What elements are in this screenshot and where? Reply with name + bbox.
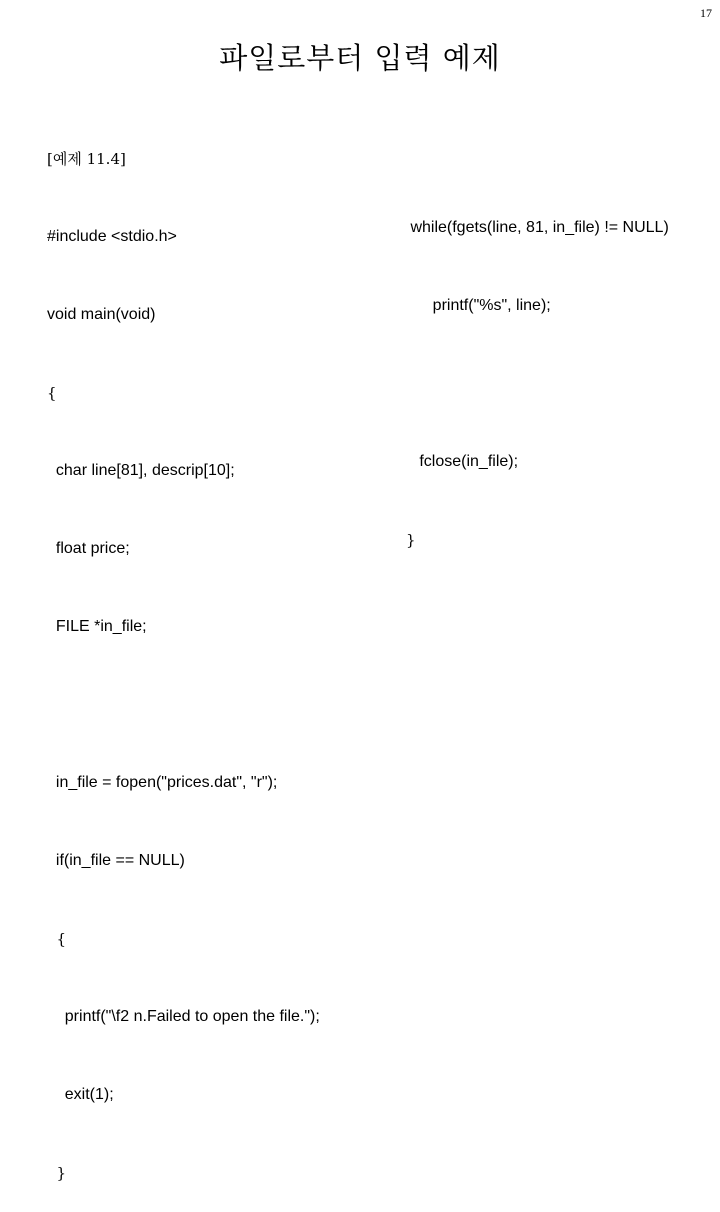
code-line: if(in_file == NULL) <box>47 852 185 869</box>
code-line: while(fgets(line, 81, in_file) != NULL) <box>406 219 669 236</box>
code-line: } <box>406 531 416 549</box>
code-line: void main(void) <box>47 306 156 323</box>
code-line <box>47 692 320 718</box>
code-block-right <box>406 163 669 579</box>
code-line: in_file = fopen("prices.dat", "r"); <box>47 774 278 791</box>
code-line <box>406 371 669 397</box>
code-line: printf("%s", line); <box>406 297 551 314</box>
page-title: 파일로부터 입력 예제 <box>219 41 501 75</box>
code-line: fclose(in_file); <box>406 453 519 470</box>
code-line: #include <stdio.h> <box>47 228 177 245</box>
code-block-left <box>47 94 320 1212</box>
code-line: printf("\f2 n.Failed to open the file."); <box>47 1008 320 1025</box>
page-number: 17 <box>700 6 712 20</box>
code-line: FILE *in_file; <box>47 618 147 635</box>
code-line: char line[81], descrip[10]; <box>47 462 235 479</box>
code-line: exit(1); <box>47 1086 114 1103</box>
code-line: { <box>47 930 67 948</box>
code-line: } <box>47 1164 67 1182</box>
example-label: [예제 11.4] <box>47 150 126 168</box>
code-line: float price; <box>47 540 130 557</box>
code-line: { <box>47 384 57 402</box>
